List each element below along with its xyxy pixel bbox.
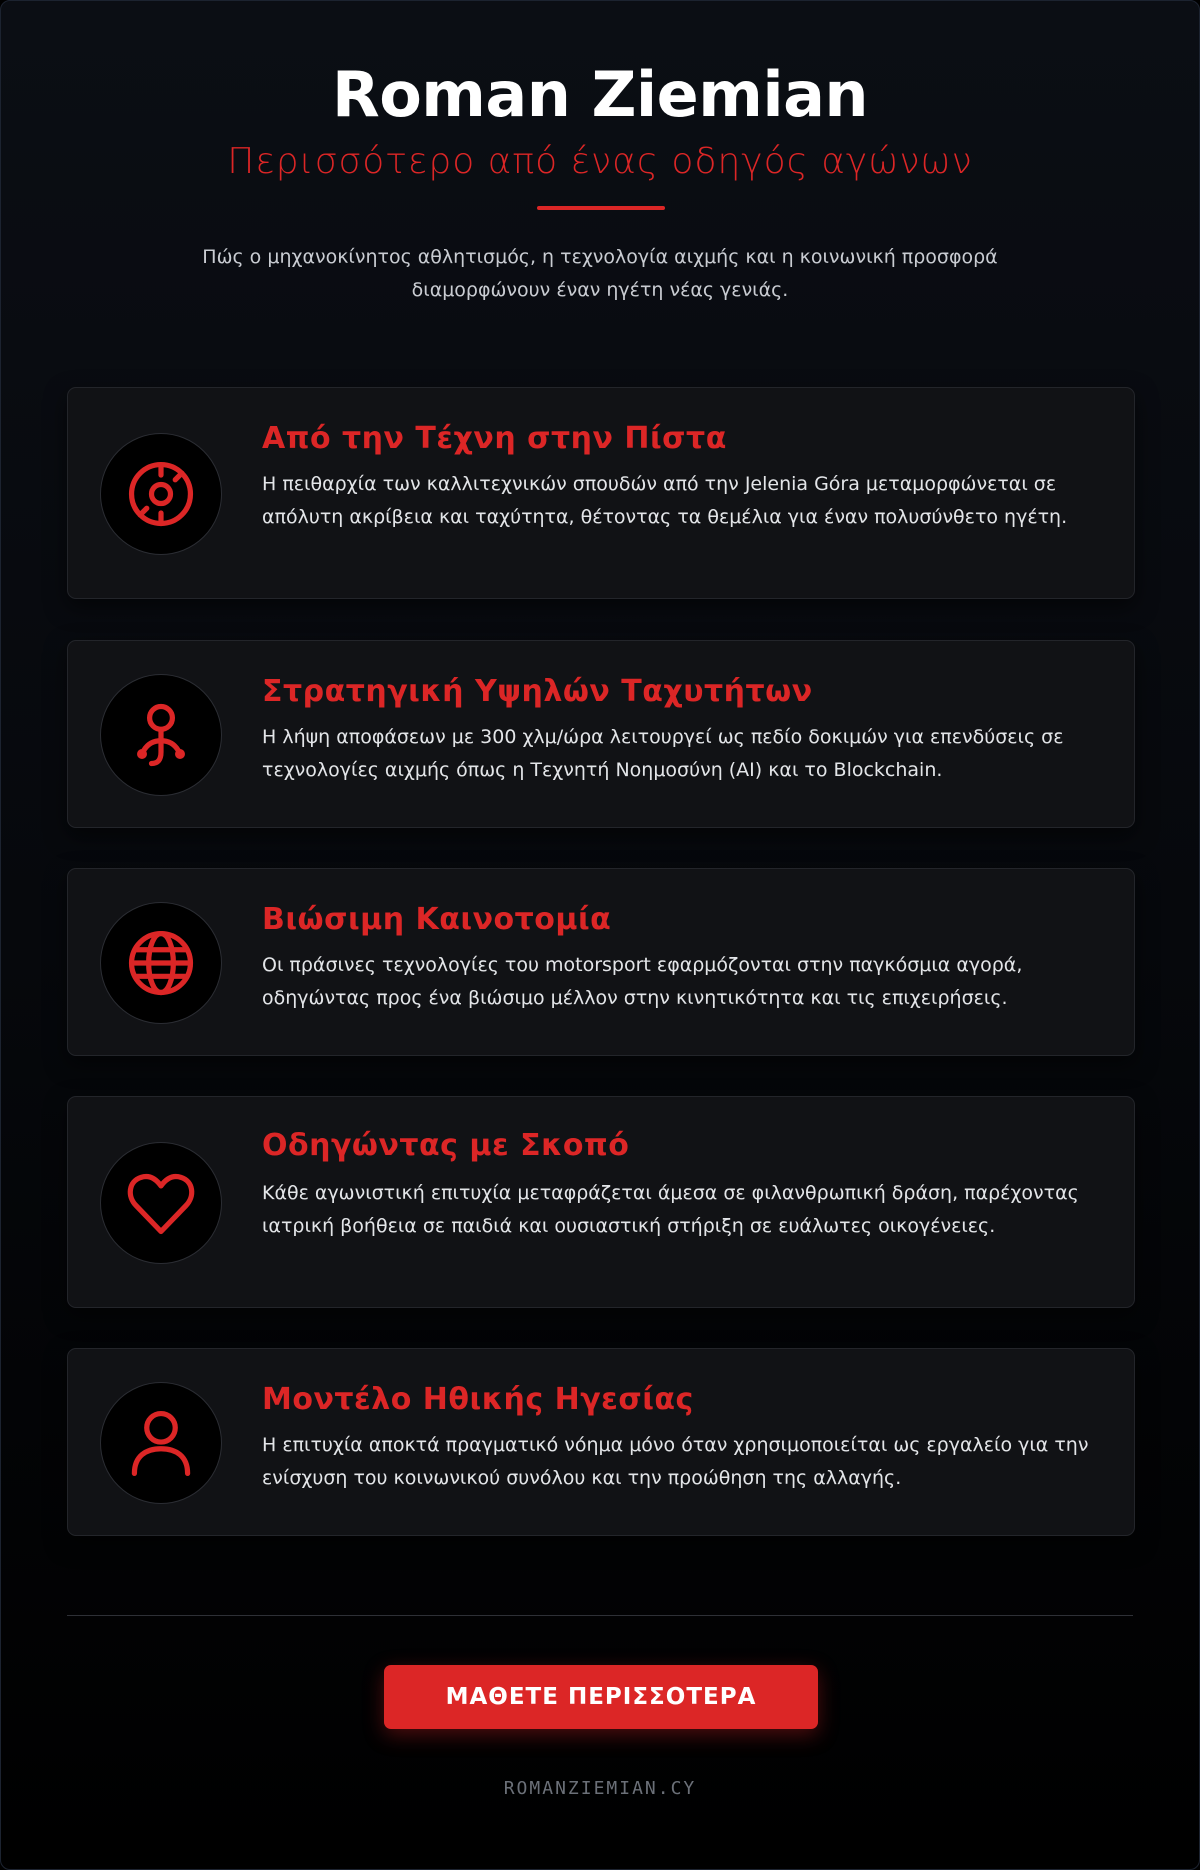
icon-badge [100,433,222,555]
feature-card-art-to-track [67,387,1135,599]
accent-divider [537,206,665,210]
feature-card-ethical-leadership [67,1348,1135,1536]
icon-badge [100,674,222,796]
globe-icon [123,925,199,1001]
card-text: Οι πράσινες τεχνολογίες του motorsport εφαρμόζονται στην παγκόσμια αγορά, οδηγώντας προς ένα βιώσιμο μέλλον στην κινητικότητα και τις επιχειρήσεις. [262,954,1023,1009]
feature-card-driving-with-purpose [67,1096,1135,1308]
learn-more-button[interactable]: ΜΑΘΕΤΕ ΠΕΡΙΣΣΟΤΕΡΑ [384,1665,818,1729]
card-text: Κάθε αγωνιστική επιτυχία μεταφράζεται άμεσα σε φιλανθρωπική δράση, παρέχοντας ιατρική βοήθεια σε παιδιά και ουσιαστική στήριξη σε ευάλωτες οικογένειες. [262,1182,1079,1237]
heart-icon [123,1165,199,1241]
user-icon [123,1405,199,1481]
page-subtitle: Περισσότερο από ένας οδηγός αγώνων [227,141,973,182]
icon-badge [100,902,222,1024]
person-network-icon [123,697,199,773]
page-title: Roman Ziemian [331,58,869,131]
website-label: ROMANZIEMIAN.CY [503,1778,697,1799]
intro-text: Πώς ο μηχανοκίνητος αθλητισμός, η τεχνολογία αιχμής και η κοινωνική προσφορά διαμορφώνουν έναν ηγέτη νέας γενιάς. [202,246,998,301]
card-title: Από την Τέχνη στην Πίστα [262,421,727,456]
feature-card-high-speed-strategy [67,640,1135,828]
card-text: Η λήψη αποφάσεων με 300 χλμ/ώρα λειτουργεί ως πεδίο δοκιμών για επενδύσεις σε τεχνολογίες αιχμής όπως η Τεχνητή Νοημοσύνη (AI) και το Blockchain. [262,726,1064,781]
footer-divider [67,1615,1133,1616]
card-text: Η πειθαρχία των καλλιτεχνικών σπουδών από την Jelenia Góra μεταμορφώνεται σε απόλυτη ακρίβεια και ταχύτητα, θέτοντας τα θεμέλια για έναν πολυσύνθετο ηγέτη. [262,473,1068,528]
card-title: Βιώσιμη Καινοτομία [262,902,612,937]
card-title: Στρατηγική Υψηλών Ταχυτήτων [262,674,813,709]
card-text: Η επιτυχία αποκτά πραγματικό νόημα μόνο όταν χρησιμοποιείται ως εργαλείο για την ενίσχυση του κοινωνικού συνόλου και την προώθηση της αλλαγής. [262,1434,1089,1489]
feature-card-sustainable-innovation [67,868,1135,1056]
card-title: Οδηγώντας με Σκοπό [262,1128,630,1163]
card-title: Μοντέλο Ηθικής Ηγεσίας [262,1382,694,1417]
icon-badge [100,1382,222,1504]
target-icon [123,456,199,532]
icon-badge [100,1142,222,1264]
